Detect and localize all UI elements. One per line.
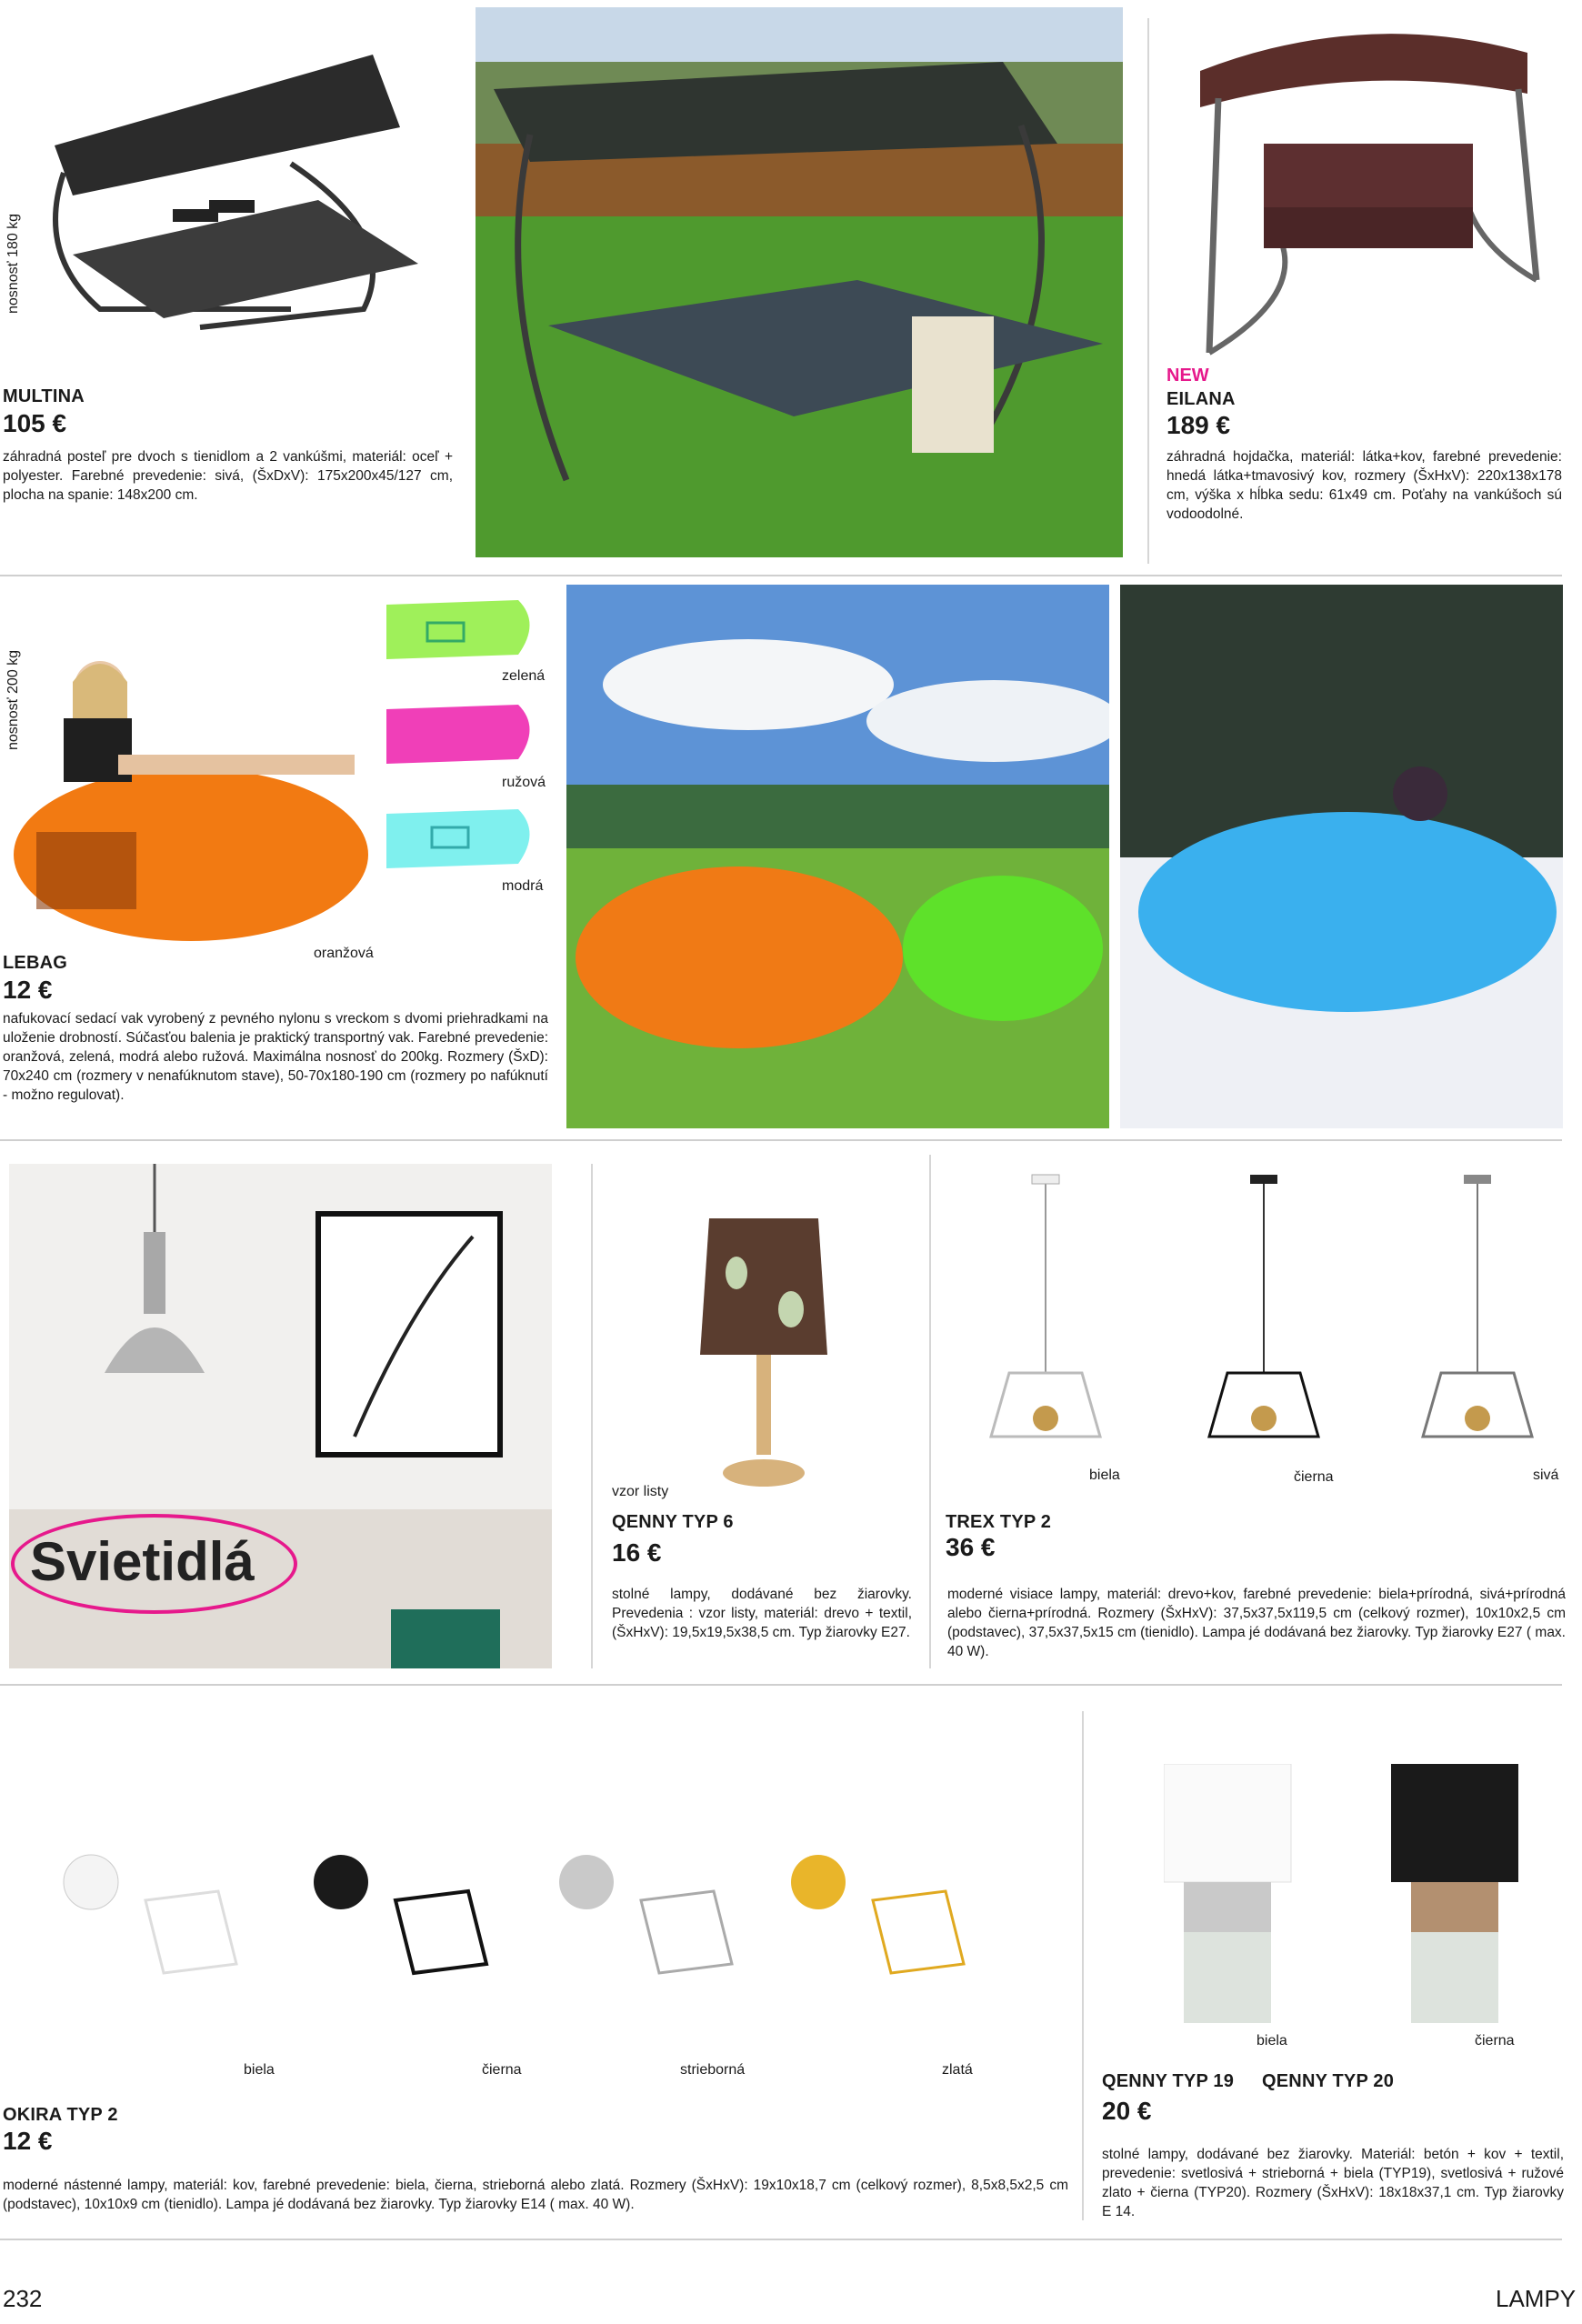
okira-color-black: čierna bbox=[482, 2062, 522, 2078]
page-category: LAMPY bbox=[1496, 2285, 1577, 2312]
divider bbox=[591, 1164, 593, 1668]
multina-product-photo bbox=[18, 36, 455, 355]
divider bbox=[1082, 1711, 1084, 2220]
multina-price: 105 € bbox=[3, 409, 67, 437]
eilana-name: EILANA bbox=[1166, 389, 1236, 409]
divider bbox=[929, 1155, 931, 1668]
page-number: 232 bbox=[3, 2285, 43, 2312]
lebag-winter-photo bbox=[1120, 585, 1563, 1128]
lebag-description: nafukovací sedací vak vyrobený z pevného nylonu s vreckom s dvomi priehradkami na uloženie drobností. Súčasťou balenia je praktický transportný vak. Farebné prevedenie: oranžová, zelená, modrá alebo ružová. Maximálna nosnosť do 200kg. Rozmery (ŠxD): 70x240 cm (rozmery v nenafúknutom stave), 50-70x180-190 cm (rozmery po nafúknutí - možno regulovat). bbox=[3, 1011, 548, 1103]
divider bbox=[0, 2239, 1562, 2240]
lebag-price: 12 € bbox=[3, 976, 53, 1004]
qenny6-name: QENNY TYP 6 bbox=[612, 1512, 734, 1532]
trex-description: moderné visiace lampy, materiál: drevo+kov, farebné prevedenie: biela+prírodná, sivá+prírodná alebo čierna+prírodná. Rozmery (ŠxHxV): 37,5x37,5x119,5 cm (celkový rozmer), 10x10x2,5 cm (podstavec), 37,5x37,5x15 cm (tienidlo). Lampa jé dodávaná bez žiarovky. Typ žiarovky E27 ( max. 40 W). bbox=[947, 1587, 1566, 1659]
lebag-green-swatch bbox=[382, 596, 546, 664]
okira-name: OKIRA TYP 2 bbox=[3, 2105, 118, 2125]
lebag-summer-photo bbox=[566, 585, 1109, 1128]
qenny20-name: QENNY TYP 20 bbox=[1262, 2071, 1395, 2091]
multina-description: záhradná posteľ pre dvoch s tienidlom a 2 vankúšmi, materiál: oceľ + polyester. Farebné prevedenie: sivá, (ŠxDxV): 175x200x45/127 cm, plocha na spanie: 148x200 cm. bbox=[3, 449, 453, 503]
lebag-pink-swatch bbox=[382, 700, 546, 768]
trex-price: 36 € bbox=[946, 1533, 996, 1561]
lebag-name: LEBAG bbox=[3, 953, 67, 973]
qenny1920-product-photo bbox=[1164, 1764, 1527, 2028]
okira-white-photo bbox=[55, 1837, 273, 1991]
trex-color-white: biela bbox=[1089, 1468, 1120, 1483]
qenny6-product-photo bbox=[691, 1218, 836, 1491]
multina-lifestyle-photo bbox=[476, 7, 1123, 557]
eilana-new-badge: NEW bbox=[1166, 366, 1209, 386]
okira-color-white: biela bbox=[244, 2062, 275, 2078]
okira-description: moderné nástenné lampy, materiál: kov, farebné prevedenie: biela, čierna, strieborná alebo zlatá. Rozmery (ŠxHxV): 19x10x18,7 cm (celkový rozmer), 8,5x8,5x2,5 cm (podstavec), 10x10x9 cm (tienidlo). Lampa jé dodávaná bez žiarovky. Typ žiarovky E14 ( max. 40 W). bbox=[3, 2178, 1068, 2212]
lebag-product-photo bbox=[9, 646, 368, 946]
qenny1920-price: 20 € bbox=[1102, 2097, 1152, 2125]
okira-gold-photo bbox=[782, 1837, 1000, 1991]
trex-color-grey: sivá bbox=[1533, 1468, 1559, 1483]
lebag-color-green: zelená bbox=[502, 668, 546, 684]
eilana-price: 189 € bbox=[1166, 411, 1231, 439]
qenny6-price: 16 € bbox=[612, 1538, 662, 1567]
qenny1920-color-black: čierna bbox=[1475, 2033, 1515, 2049]
okira-color-gold: zlatá bbox=[942, 2062, 973, 2078]
eilana-description: záhradná hojdačka, materiál: látka+kov, farebné prevedenie: hnedá látka+tmavosivý kov, rozmery (ŠxHxV): 220x138x178 cm, výška x hĺbka sedu: 61x49 cm. Poťahy na vankúšoch sú vodoodolné. bbox=[1166, 449, 1562, 522]
eilana-product-photo bbox=[1173, 7, 1555, 366]
lebag-color-pink: ružová bbox=[502, 775, 546, 790]
lebag-blue-swatch bbox=[382, 805, 546, 873]
divider bbox=[0, 1684, 1562, 1686]
lebag-color-orange: oranžová bbox=[314, 946, 374, 961]
trex-name: TREX TYP 2 bbox=[946, 1512, 1052, 1532]
qenny1920-description: stolné lampy, dodávané bez žiarovky. Materiál: betón + kov + textil, prevedenie: svetlosivá + strieborná + biela (TYP19), svetlosivá + ružové zlato + čierna (TYP20). Rozmery (ŠxHxV): 18x18x37,1 cm. Typ žiarovky E 14. bbox=[1102, 2147, 1564, 2219]
multina-name: MULTINA bbox=[3, 386, 85, 406]
lebag-load-label: nosnosť 200 kg bbox=[5, 649, 21, 750]
okira-black-photo bbox=[305, 1837, 523, 1991]
divider bbox=[0, 575, 1562, 576]
trex-product-photo bbox=[973, 1173, 1555, 1446]
okira-color-silver: strieborná bbox=[680, 2062, 746, 2078]
okira-silver-photo bbox=[550, 1837, 768, 1991]
multina-load-label: nosnosť 180 kg bbox=[5, 213, 21, 314]
qenny19-name: QENNY TYP 19 bbox=[1102, 2071, 1235, 2091]
qenny1920-color-white: biela bbox=[1257, 2033, 1287, 2049]
lebag-color-blue: modrá bbox=[502, 878, 544, 894]
trex-color-black: čierna bbox=[1294, 1469, 1334, 1485]
section-title: Svietidlá bbox=[30, 1531, 255, 1592]
okira-price: 12 € bbox=[3, 2127, 53, 2155]
qenny6-description: stolné lampy, dodávané bez žiarovky. Prevedenia : vzor listy, materiál: drevo + textil, (ŠxHxV): 19,5x19,5x38,5 cm. Typ žiarovky E27. bbox=[612, 1587, 912, 1640]
divider bbox=[0, 1139, 1562, 1141]
divider bbox=[1147, 18, 1149, 564]
qenny6-variant-note: vzor listy bbox=[612, 1484, 669, 1499]
